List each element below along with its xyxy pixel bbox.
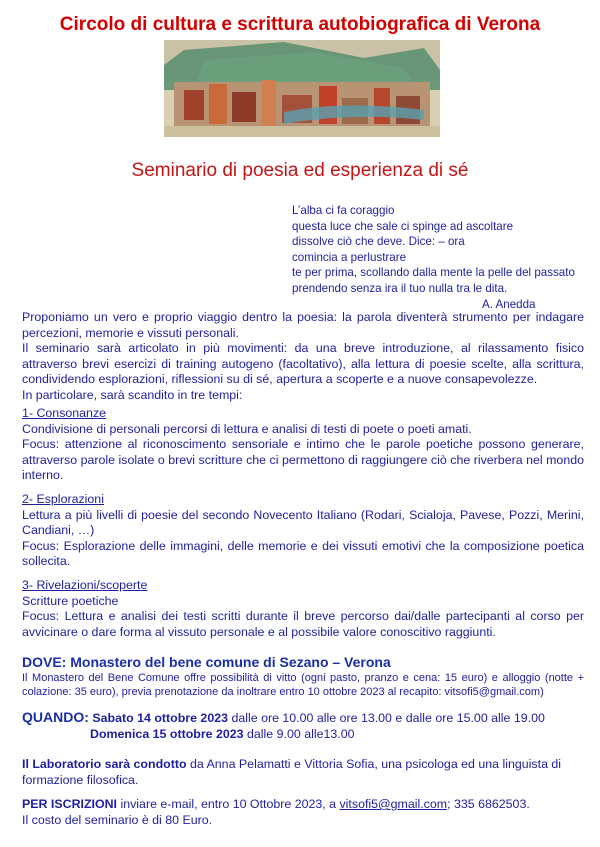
time-saturday: dalle ore 10.00 alle ore 13.00 e dalle ore 15.00 alle 19.00 bbox=[228, 711, 545, 725]
poem-line: prendendo senza ira il tuo nulla tra le dita. bbox=[292, 281, 508, 295]
iscrizioni-block bbox=[22, 797, 584, 828]
section-esplorazioni bbox=[22, 492, 584, 570]
section-text: Focus: Lettura e analisi dei testi scritti durante il breve percorso dai/dalle partecipanti al corso per avvicinare o dare forma al vissuto personale e al possibile valore conoscitivo raggiunti. bbox=[22, 609, 584, 639]
poem-line: questa luce che sale ci spinge ad ascoltare bbox=[292, 219, 514, 233]
poem-line: comincia a perlustrare bbox=[292, 250, 407, 264]
quando-block bbox=[22, 710, 584, 742]
intro-paragraph: In particolare, sarà scandito in tre tempi: bbox=[22, 387, 243, 402]
dove-heading: DOVE: Monastero del bene comune di Sezano – Verona bbox=[22, 654, 391, 670]
phone-number: ; 335 6862503. bbox=[447, 797, 530, 811]
medieval-city-painting bbox=[164, 40, 440, 137]
section-text: Focus: Esplorazione delle immagini, delle memorie e dei vissuti emotivi che la composizione poetica sollecita. bbox=[22, 538, 584, 569]
laboratorio-text: da Anna Pelamatti e Vittoria Sofia, una psicologa ed una linguista di formazione filosofica. bbox=[22, 757, 562, 787]
date-sunday: Domenica 15 ottobre 2023 bbox=[90, 726, 244, 741]
poem-author: A. Anedda bbox=[482, 297, 536, 311]
poem-line: dissolve ciò che deve. Dice: – ora bbox=[292, 235, 465, 249]
section-text: Condivisione di personali percorsi di lettura e analisi di testi di poete o poeti amati. bbox=[22, 421, 472, 436]
iscrizioni-text: inviare e-mail, entro 10 Ottobre 2023, a bbox=[117, 797, 340, 811]
quando-label: QUANDO: bbox=[22, 709, 89, 725]
section-title: 1- Consonanze bbox=[22, 406, 107, 420]
section-title: 2- Esplorazioni bbox=[22, 492, 104, 506]
section-rivelazioni bbox=[22, 578, 584, 640]
section-consonanze bbox=[22, 406, 584, 484]
seminar-title: Seminario di poesia ed esperienza di sé bbox=[131, 160, 469, 181]
date-saturday: Sabato 14 ottobre 2023 bbox=[92, 711, 228, 725]
poem-line: te per prima, scollando dalla mente la pelle del passato bbox=[292, 266, 575, 280]
iscrizioni-label: PER ISCRIZIONI bbox=[22, 797, 118, 811]
poem-quote bbox=[292, 203, 582, 312]
time-sunday: dalle 9.00 alle13.00 bbox=[243, 726, 355, 741]
poem-line: L’alba ci fa coraggio bbox=[292, 204, 395, 217]
laboratorio-label: Il Laboratorio sarà condotto bbox=[22, 757, 187, 771]
intro-paragraph: Il seminario sarà articolato in più movimenti: da una breve introduzione, al rilassamento fisico attraverso brevi esercizi di training autogeno (facoltativo), alla lettura di poesie scelte, alla scrittura, condividendo esplorazioni, riflessioni su di sé, apertura a scoperte e a nuove consapevolezze. bbox=[22, 341, 584, 387]
section-text: Scritture poetiche bbox=[22, 593, 119, 608]
page-title: Circolo di cultura e scrittura autobiografica di Verona bbox=[59, 14, 541, 35]
dove-text: Il Monastero del Bene Comune offre possibilità di vitto (ogni pasto, pranzo e cena: 15 euro) e alloggio (notte + colazione: 35 euro), previa prenotazione da inoltrare entro 10 ottobre 2023 al recapito: vitsofi5@gmail.com) bbox=[22, 671, 584, 698]
email-link[interactable]: vitsofi5@gmail.com bbox=[339, 797, 448, 811]
intro-block bbox=[22, 310, 584, 404]
dove-block bbox=[22, 655, 584, 699]
cost-text: Il costo del seminario è di 80 Euro. bbox=[22, 812, 213, 827]
laboratorio-block bbox=[22, 757, 584, 788]
section-title: 3- Rivelazioni/scoperte bbox=[22, 578, 148, 592]
section-text: Lettura a più livelli di poesie del secondo Novecento Italiano (Rodari, Scialoja, Pavese, Pozzi, Merini, Candiani, …) bbox=[22, 507, 584, 538]
section-text: Focus: attenzione al riconoscimento sensoriale e intimo che le parole poetiche possono generare, attraverso parole isolate o brevi scritture che ci permettono di raggiungere ciò che riverbera nel mondo interno. bbox=[22, 437, 584, 483]
intro-paragraph: Proponiamo un vero e proprio viaggio dentro la poesia: la parola diventerà strumento per indagare percezioni, memorie e vissuti personali. bbox=[22, 310, 584, 340]
